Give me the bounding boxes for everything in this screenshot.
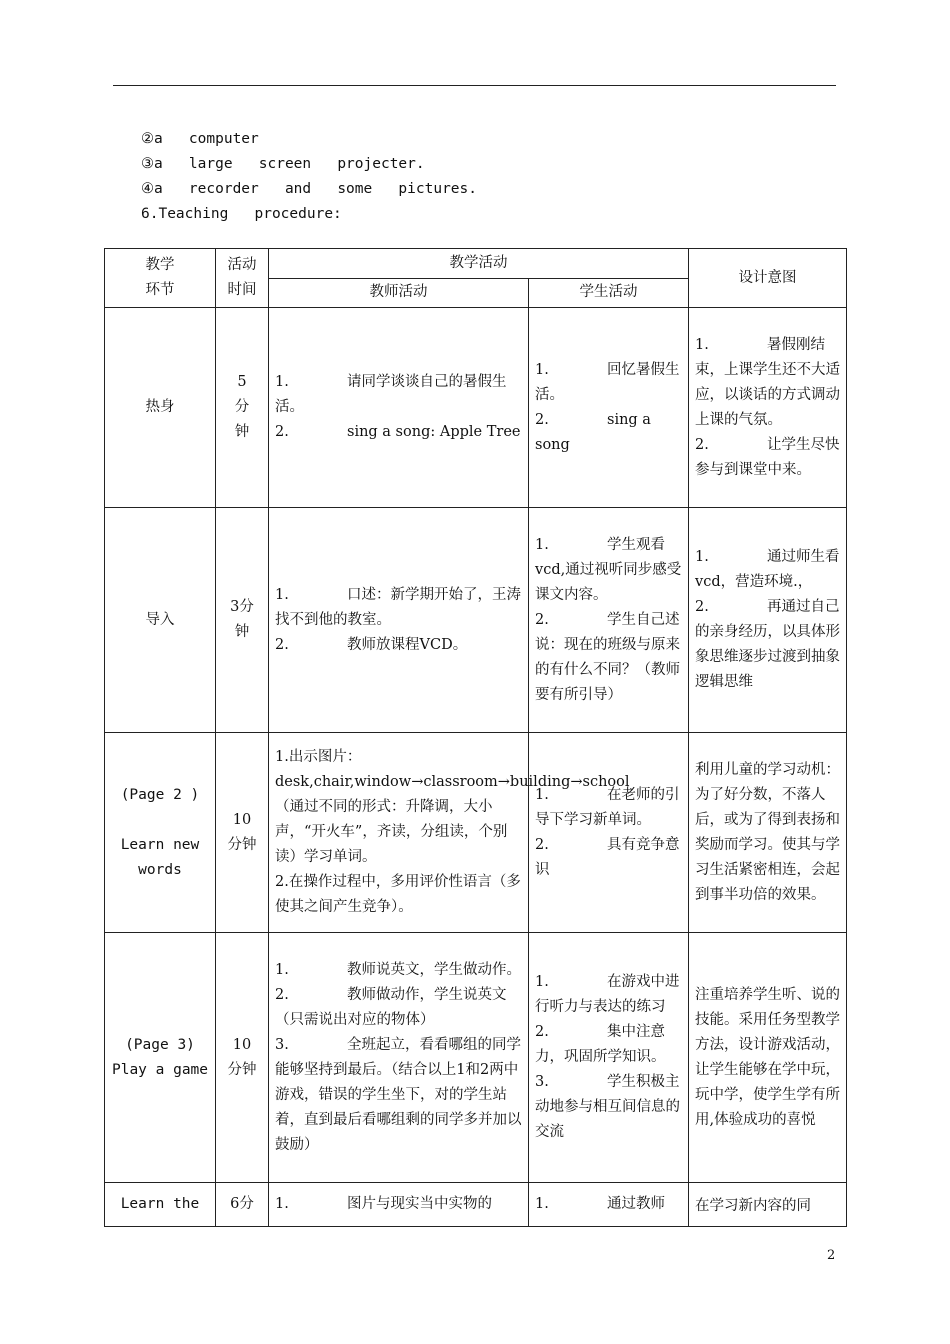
time-cell: 5 分 钟 [216, 308, 269, 508]
material-line-recorder: ④a recorder and some pictures. [141, 181, 477, 197]
list-item: 1.出示图片：desk,chair,window→classroom→building→school（通过不同的形式：升降调，大小声，“开火车”，齐读，分组读，个别读）学习单词。 [275, 749, 630, 865]
header-design: 设计意图 [689, 249, 847, 308]
stage-cell: 热身 [105, 308, 216, 508]
list-item: 1. 回忆暑假生活。 [535, 361, 680, 403]
list-item: 1. 图片与现实当中实物的 [275, 1196, 492, 1212]
header-stage: 教学 环节 [105, 249, 216, 308]
teacher-cell [269, 1183, 529, 1227]
list-item: 2. 具有竞争意识 [535, 836, 680, 878]
list-item: 3. 学生积极主动地参与相互间信息的交流 [535, 1074, 680, 1140]
time-cell: 6分 [216, 1183, 269, 1227]
list-item: 1. 通过教师 [535, 1196, 665, 1212]
design-cell: 在学习新内容的同 [689, 1183, 847, 1227]
list-item: 1. 在游戏中进行听力与表达的练习 [535, 974, 680, 1015]
stage-cell: (Page 3) Play a game [105, 933, 216, 1183]
list-item: 2. 教师放课程VCD。 [275, 636, 468, 653]
material-line-projector: ③a large screen projecter. [141, 156, 425, 172]
table-row [105, 1183, 847, 1227]
lesson-plan-table [104, 248, 847, 1227]
time-cell: 10 分钟 [216, 933, 269, 1183]
design-cell [689, 308, 847, 508]
list-item: 2. 再通过自己的亲身经历，以具体形象思维逐步过渡到抽象逻辑思维 [695, 599, 840, 690]
list-item: 2. 学生自己述说：现在的班级与原来的有什么不同？（教师要有所引导） [535, 611, 680, 703]
time-cell: 3分 钟 [216, 508, 269, 733]
list-item: 2. 集中注意力，巩固所学知识。 [535, 1024, 666, 1065]
student-cell [529, 733, 689, 933]
student-cell [529, 1183, 689, 1227]
list-item: 2. 教师做动作，学生说英文（只需说出对应的物体） [275, 986, 507, 1028]
stage-cell: (Page 2 ) Learn new words [105, 733, 216, 933]
teacher-cell [269, 508, 529, 733]
teacher-cell [269, 933, 529, 1183]
header-activities: 教学活动 [269, 249, 689, 279]
list-item: 2. sing a song [535, 411, 651, 453]
table-row [105, 933, 847, 1183]
list-item: 2.在操作过程中，多用评价性语言（多使其之间产生竞争）。 [275, 874, 521, 915]
time-cell: 10 分钟 [216, 733, 269, 933]
list-item: 1. 请同学谈谈自己的暑假生活。 [275, 374, 507, 415]
list-item: 1. 学生观看vcd,通过视听同步感受课文内容。 [535, 536, 682, 603]
page-number: 2 [827, 1248, 836, 1263]
material-line-computer: ②a computer [141, 131, 259, 147]
header-teacher: 教师活动 [269, 278, 529, 308]
design-cell: 注重培养学生听、说的技能。采用任务型教学方法，设计游戏活动，让学生能够在学中玩，玩中学，使学生学有所用,体验成功的喜悦 [689, 933, 847, 1183]
design-cell: 利用儿童的学习动机：为了好分数，不落人后，或为了得到表扬和奖励而学习。使其与学习生活紧密相连，会起到事半功倍的效果。 [689, 733, 847, 933]
table-row [105, 733, 847, 933]
student-cell [529, 308, 689, 508]
list-item: 1. 暑假刚结束，上课学生还不大适应，以谈话的方式调动上课的气氛。 [695, 336, 840, 428]
header-rule [113, 85, 836, 86]
header-student: 学生活动 [529, 278, 689, 308]
student-cell [529, 508, 689, 733]
table-header-row-1 [105, 249, 847, 279]
intro-lines [141, 127, 477, 227]
stage-cell: Learn the [105, 1183, 216, 1227]
table-row [105, 508, 847, 733]
table-row [105, 308, 847, 508]
procedure-heading: 6.Teaching procedure: [141, 206, 342, 222]
stage-cell: 导入 [105, 508, 216, 733]
list-item: 2. 让学生尽快参与到课堂中来。 [695, 436, 840, 478]
list-item: 1. 通过师生看vcd，营造环境.， [695, 549, 840, 590]
design-cell [689, 508, 847, 733]
list-item: 3. 全班起立，看看哪组的同学能够坚持到最后。（结合以上1和2两中游戏，错误的学生坐下，对的学生站着，直到最后看哪组剩的同学多并加以鼓励） [275, 1036, 522, 1153]
list-item: 1. 教师说英文，学生做动作。 [275, 961, 521, 978]
teacher-cell [269, 308, 529, 508]
header-time: 活动 时间 [216, 249, 269, 308]
student-cell [529, 933, 689, 1183]
list-item: 1. 口述：新学期开始了，王涛找不到他的教室。 [275, 586, 521, 628]
list-item: 2. sing a song: Apple Tree [275, 424, 521, 440]
list-item: 1. 在老师的引导下学习新单词。 [535, 786, 680, 828]
